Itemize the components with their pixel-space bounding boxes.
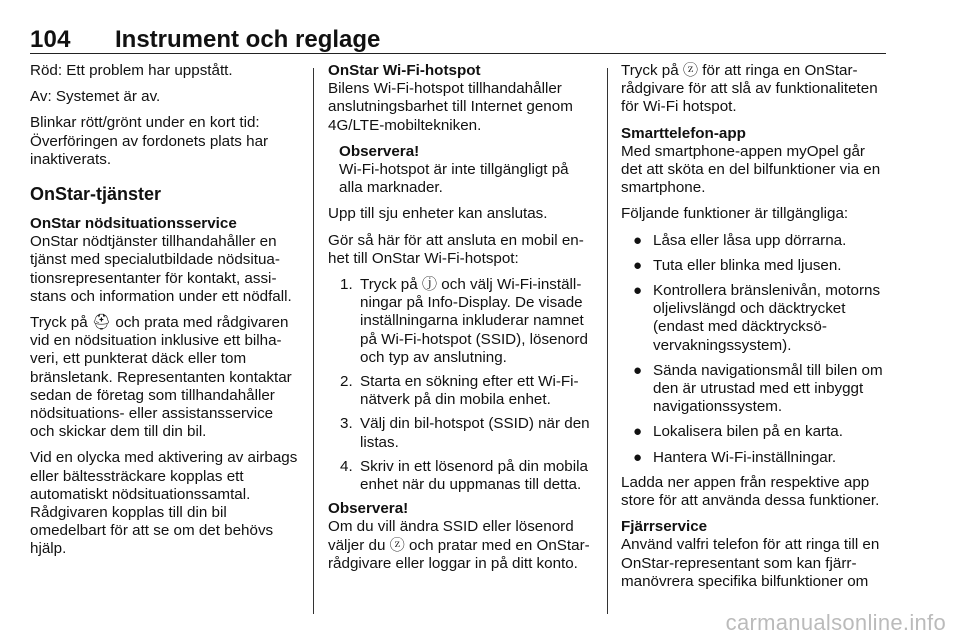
- column-divider-2: [607, 68, 608, 614]
- note-title: Observera!: [328, 500, 409, 518]
- list-item: ● Hantera Wi-Fi-inställningar.: [633, 448, 837, 466]
- devices-paragraph: Upp till sju enheter kan anslutas.: [328, 205, 548, 223]
- airbag-paragraph: Vid en olycka med aktivering av airbags eller bältessträckare kopplas ett automatiskt nödsituationssamtal. Rådgivaren kopplas till din bil omedelbart för att se om det behövs hjälp.: [30, 449, 298, 558]
- header-divider: [30, 53, 886, 54]
- steps-list: [328, 276, 594, 494]
- bullet-icon: ●: [633, 256, 643, 274]
- page-number: 104: [30, 26, 71, 53]
- emergency-service-title: OnStar nödsituationsservice: [30, 215, 237, 233]
- list-item: 1. Tryck på ⓙ och välj Wi-Fi-inställningar på Info-Display. De visade inställningarna inkluderar namnet på Wi-Fi-hotspot (SSID), lösenord och typ av anslutning.: [340, 276, 588, 366]
- bullet-icon: ●: [633, 361, 643, 379]
- chapter-title: Instrument och reglage: [115, 26, 381, 53]
- note-ssid-change: [328, 500, 594, 573]
- bullet-icon: ●: [633, 423, 643, 441]
- emergency-press-paragraph: Tryck på ⛑ och prata med rådgivaren vid en nödsituation inklusive ett bilhaveri, ett punkterat däck eller tom bränsletank. Representanten kontaktar sedan de företag som tillhandahåller nödsituations- eller assistansservice och skickar dem till din bil.: [30, 314, 292, 441]
- hotspot-off-paragraph: Tryck på ⓩ för att ringa en OnStar-rådgivare för att slå av funktionaliteten för Wi-Fi hotspot.: [621, 62, 878, 116]
- note-text: Om du vill ändra SSID eller lösenord väljer du ⓩ och pratar med en OnStar-rådgivare eller loggar in på ditt konto.: [328, 518, 590, 572]
- page-header: [30, 26, 886, 54]
- bullet-icon: ●: [633, 448, 643, 466]
- list-item: ● Kontrollera bränslenivån, motorns oljelivslängd och däcktrycket (endast med däcktrycksövervakningssystem).: [633, 282, 881, 354]
- note-wifi-availability: [339, 143, 594, 198]
- note-title: Observera!: [339, 142, 420, 160]
- wifi-block: [328, 62, 594, 135]
- remote-block: [621, 518, 887, 591]
- watermark: carmanualsonline.info: [725, 610, 946, 635]
- list-item: ● Tuta eller blinka med ljusen.: [633, 256, 842, 274]
- note-text: Wi-Fi-hotspot är inte tillgängligt på alla marknader.: [339, 161, 569, 197]
- remote-title: Fjärrservice: [621, 518, 708, 536]
- column-2: [328, 62, 594, 581]
- column-1: [30, 62, 300, 567]
- list-item: 3. Välj din bil-hotspot (SSID) när den listas.: [340, 415, 590, 451]
- remote-text: Använd valfri telefon för att ringa till en OnStar-representant som kan fjärrmanövrera specifika bilfunktioner om: [621, 536, 880, 590]
- functions-list: [621, 232, 887, 467]
- app-text: Med smartphone-appen myOpel går det att sköta en del bilfunktioner via en smartphone.: [621, 142, 881, 197]
- list-item: 4. Skriv in ett lösenord på din mobila enhet när du uppmanas till detta.: [340, 457, 588, 494]
- list-item: ● Lokalisera bilen på en karta.: [633, 423, 843, 441]
- list-item: 2. Starta en sökning efter ett Wi-Fi-nätverk på din mobila enhet.: [340, 373, 579, 409]
- status-red-text: Röd: Ett problem har uppstått.: [30, 62, 233, 79]
- column-divider-1: [313, 68, 314, 614]
- app-title: Smarttelefon-app: [621, 124, 746, 142]
- bullet-icon: ●: [633, 282, 643, 300]
- howto-paragraph: Gör så här för att ansluta en mobil enhet till OnStar Wi-Fi-hotspot:: [328, 231, 584, 267]
- app-block: [621, 125, 887, 198]
- functions-paragraph: Följande funktioner är tillgängliga:: [621, 205, 849, 223]
- status-blink-text: Blinkar rött/grönt under en kort tid: Överföringen av fordonets plats har inaktiverats.: [30, 114, 269, 168]
- wifi-text: Bilens Wi-Fi-hotspot tillhandahåller anslutningsbarhet till Internet genom 4G/LTE-mobiltekniken.: [328, 80, 573, 134]
- emergency-service-text: OnStar nödtjänster tillhandahåller en tjänst med specialutbildade nödsituationsrepresentanter för kontakt, assistans och information under ett nödfall.: [30, 233, 292, 305]
- section-title: OnStar-tjänster: [30, 184, 162, 205]
- column-3: [621, 62, 887, 599]
- wifi-title: OnStar Wi-Fi-hotspot: [328, 62, 481, 79]
- status-off-text: Av: Systemet är av.: [30, 88, 161, 106]
- bullet-icon: ●: [633, 231, 643, 249]
- list-item: ● Sända navigationsmål till bilen om den är utrustad med ett inbyggt navigationssystem.: [633, 361, 883, 416]
- emergency-service-block: [30, 215, 300, 306]
- list-item: ● Låsa eller låsa upp dörrarna.: [633, 231, 847, 249]
- download-paragraph: Ladda ner appen från respektive app store för att använda dessa funktioner.: [621, 473, 880, 510]
